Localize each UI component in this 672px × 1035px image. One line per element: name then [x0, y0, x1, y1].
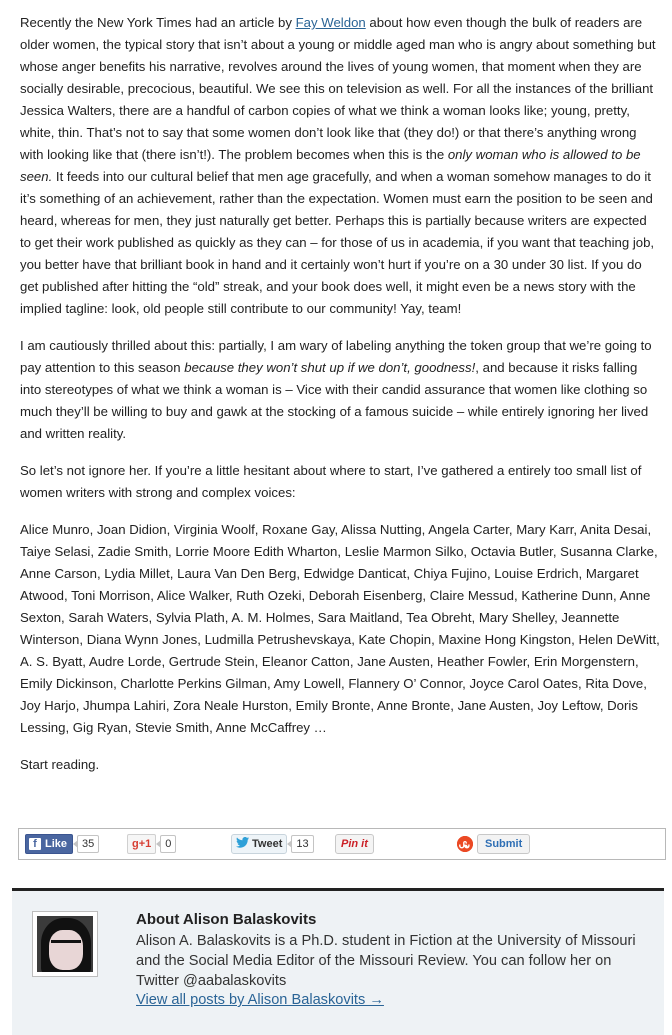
writers-list-paragraph: Alice Munro, Joan Didion, Virginia Woolf, Roxane Gay, Alissa Nutting, Angela Carter, Mary Karr, Anita Desai, Taiye Selasi, Zadie Smith, Lorrie Moore Edith Wharton, Leslie Marmon Silko, Octavia Butler, Susanna Clarke, Anne Carson, Lydia Millet, Laura Van Den Berg, Edwidge Danticat, Chiya Fujino, Louise Erdrich, Margaret Atwood, Toni Morrison, Alice Walker, Ruth Ozeki, Deborah Eisenberg, Claire Messud, Katherine Dunn, Anne Sexton, Sarah Waters, Sylvia Plath, A. M. Holmes, Sara Maitland, Tea Obreht, Mary Shelley, Jeannette Winterson, Diana Wynn Jones, Ludmilla Petrushevskaya, Kate Chopin, Maxine Hong Kingston, Helen DeWitt, A. S. Byatt, Audre Lorde, Gertrude Stein, Eleanor Catton, Jane Austen, Heather Fowler, Erin Morgenstern, Emily Dickinson, Charlotte Perkins Gilman, Amy Lowell, Flannery O’ Connor, Joyce Carol Oates, Rita Dove, Joy Harjo, Jhumpa Lahiri, Zora Neale Hurston, Emily Bronte, Anne Bronte, Jane Austen, Joy Leftow, Doris Lessing, Gig Ryan, Stevie Smith, Anne McCaffrey … [20, 522, 660, 735]
stumbleupon-icon [457, 836, 473, 852]
tweet-count: 13 [291, 835, 313, 853]
article-body [20, 12, 660, 791]
pin-it-button[interactable]: Pin it [335, 834, 374, 854]
paragraph-text: It feeds into our cultural belief that men age gracefully, and when a woman somehow manages to do it it’s something of an achievement, rather than the expectation. Women must earn the position to be seen and heard, whereas for men, they just naturally get better. Perhaps this is partially because writers are expected to get their work published as quickly as they can – for those of us in academia, if you want that teaching job, you better have that brilliant book in hand and it certainly won’t hurt if you’re on a 30 under 30 list. If you do get published after hitting the “old” streak, and your book does well, it might even be a news story with the implied tagline: look, old people still contribute to our community! Yay, team! [20, 169, 655, 316]
paragraph-text: I am cautiously thrilled about this: partially, I am wary of labeling anything the token group that we’re going to pay attention to this season [20, 338, 652, 375]
paragraph-text: about how even though the bulk of readers are older women, the typical story that isn’t about a young or middle aged man who is angry about something but whose anger benefits his narrative, revolves around the lives of young women, that moment when they are socially desirable, precocious, beautiful. We see this on television as well. For all the instances of the brilliant Jessica Walters, there are a handful of carbon copies of what we think a woman looks like; young, pretty, white, thin. That’s not to say that some women don’t look like that (they do!) or that there’s anything wrong with looking like that (there isn’t!). The problem becomes when this is the [20, 15, 656, 162]
view-all-posts-link[interactable]: View all posts by Alison Balaskovits → [136, 992, 384, 1008]
google-plus-count: 0 [160, 835, 176, 853]
author-title: About Alison Balaskovits [136, 911, 317, 928]
article-paragraph [20, 335, 660, 445]
tweet-label: Tweet [252, 838, 283, 850]
fay-weldon-link[interactable]: Fay Weldon [295, 15, 366, 30]
avatar-glasses [51, 940, 81, 951]
facebook-like-widget [25, 834, 99, 854]
avatar-photo [37, 916, 93, 972]
submit-button[interactable]: Submit [477, 834, 530, 854]
facebook-like-button[interactable] [25, 834, 73, 854]
paragraph-text: , and because it risks falling into stereotypes of what we think a woman is – Vice with their candid assurance that women like clothing so much they’ll be willing to buy and gawk at the stocking of a famous suicide – while entirely ignoring her lived and written reality. [20, 360, 649, 441]
paragraph-text: Recently the New York Times had an article by [20, 15, 296, 30]
author-box [12, 888, 664, 1035]
tweet-widget [231, 834, 314, 854]
emphasis-text: only woman who is allowed to be seen. [20, 147, 641, 184]
article-paragraph: So let’s not ignore her. If you’re a little hesitant about where to start, I’ve gathered a entirely too small list of women writers with strong and complex voices: [20, 463, 642, 500]
facebook-like-count: 35 [77, 835, 99, 853]
tweet-button[interactable] [231, 834, 287, 854]
closing-paragraph: Start reading. [20, 757, 100, 772]
avatar [32, 911, 98, 977]
share-bar [18, 828, 666, 860]
emphasis-text: because they won’t shut up if we don’t, goodness! [184, 360, 476, 375]
article-paragraph [20, 12, 660, 320]
google-plus-button[interactable]: g+1 [127, 834, 156, 854]
twitter-bird-icon [236, 837, 249, 851]
facebook-icon: f [29, 838, 41, 850]
author-bio: Alison A. Balaskovits is a Ph.D. student in Fiction at the University of Missouri and the Social Media Editor of the Missouri Review. You can follow her on Twitter @aabalaskovits [136, 933, 636, 989]
google-plus-widget [127, 834, 176, 854]
facebook-like-label: Like [45, 838, 68, 850]
